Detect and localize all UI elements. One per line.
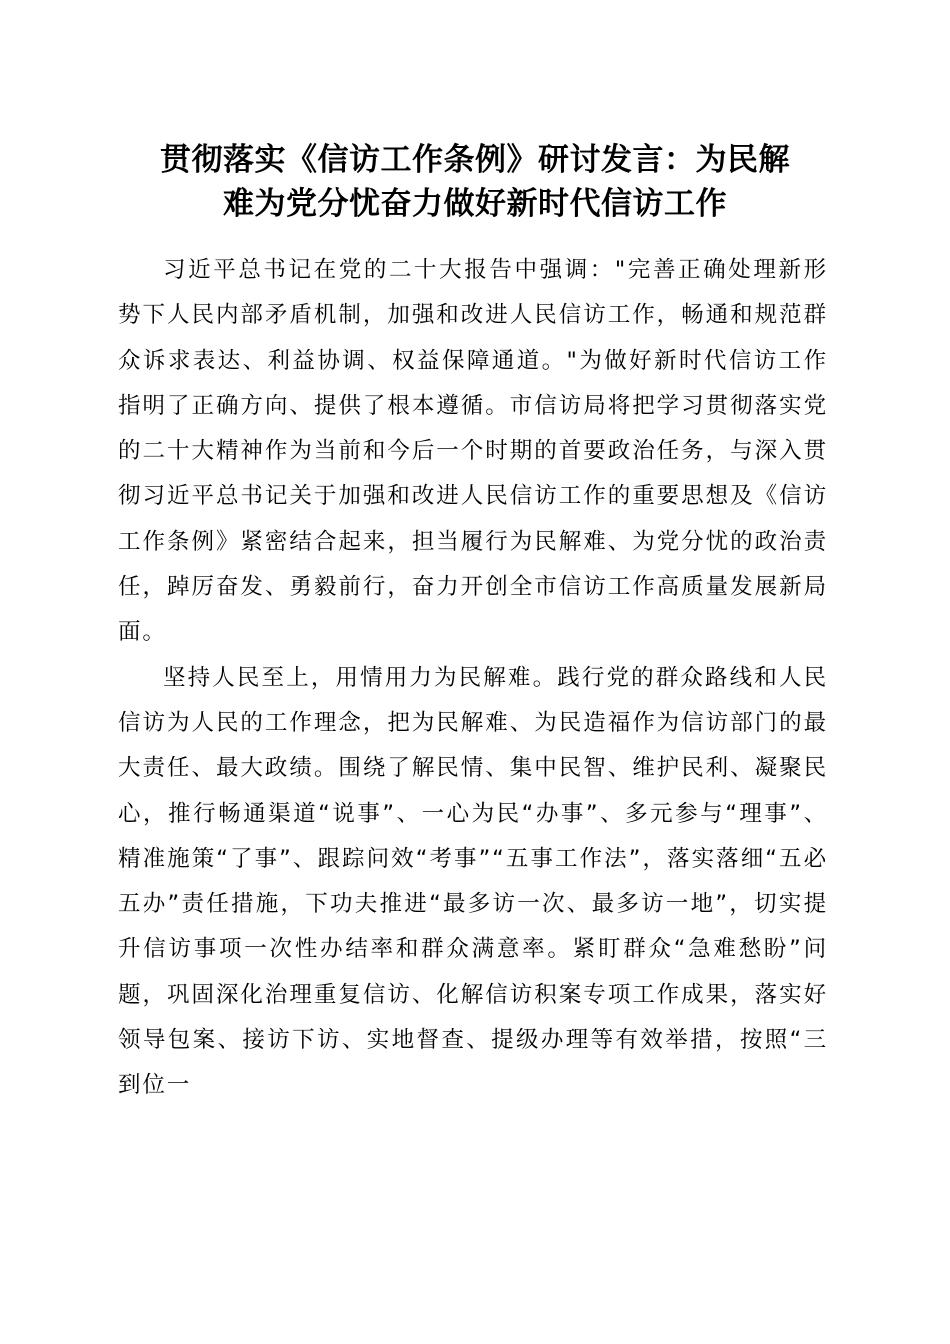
paragraph-2: 坚持人民至上，用情用力为民解难。践行党的群众路线和人民信访为人民的工作理念，把为民解难、为民造福作为信访部门的最大责任、最大政绩。围绕了解民情、集中民智、维护民利、凝聚民心，推行畅通渠道“说事”、一心为民“办事”、多元参与“理事”、精准施策“了事”、跟踪问效“考事”“五事工作法”，落实落细“五必五办”责任措施，下功夫推进“最多访一次、最多访一地”，切实提升信访事项一次性办结率和群众满意率。紧盯群众“急难愁盼”问题，巩固深化治理重复信访、化解信访积案专项工作成果，落实好领导包案、接访下访、实地督查、提级办理等有效举措，按照“三到位一 <box>118 664 828 1099</box>
paragraph-1: 习近平总书记在党的二十大报告中强调："完善正确处理新形势下人民内部矛盾机制，加强和改进人民信访工作，畅通和规范群众诉求表达、利益协调、权益保障通道。"为做好新时代信访工作指明了正确方向、提供了根本遵循。市信访局将把学习贯彻落实党的二十大精神作为当前和今后一个时期的首要政治任务，与深入贯彻习近平总书记关于加强和改进人民信访工作的重要思想及《信访工作条例》紧密结合起来，担当履行为民解难、为党分忧的政治责任，踔厉奋发、勇毅前行，奋力开创全市信访工作高质量发展新局面。 <box>118 257 828 646</box>
title-line-2: 难为党分忧奋力做好新时代信访工作 <box>223 186 727 222</box>
document-body <box>118 248 828 1109</box>
document-title <box>100 138 850 226</box>
title-line-1: 贯彻落实《信访工作条例》研讨发言：为民解 <box>160 142 790 178</box>
